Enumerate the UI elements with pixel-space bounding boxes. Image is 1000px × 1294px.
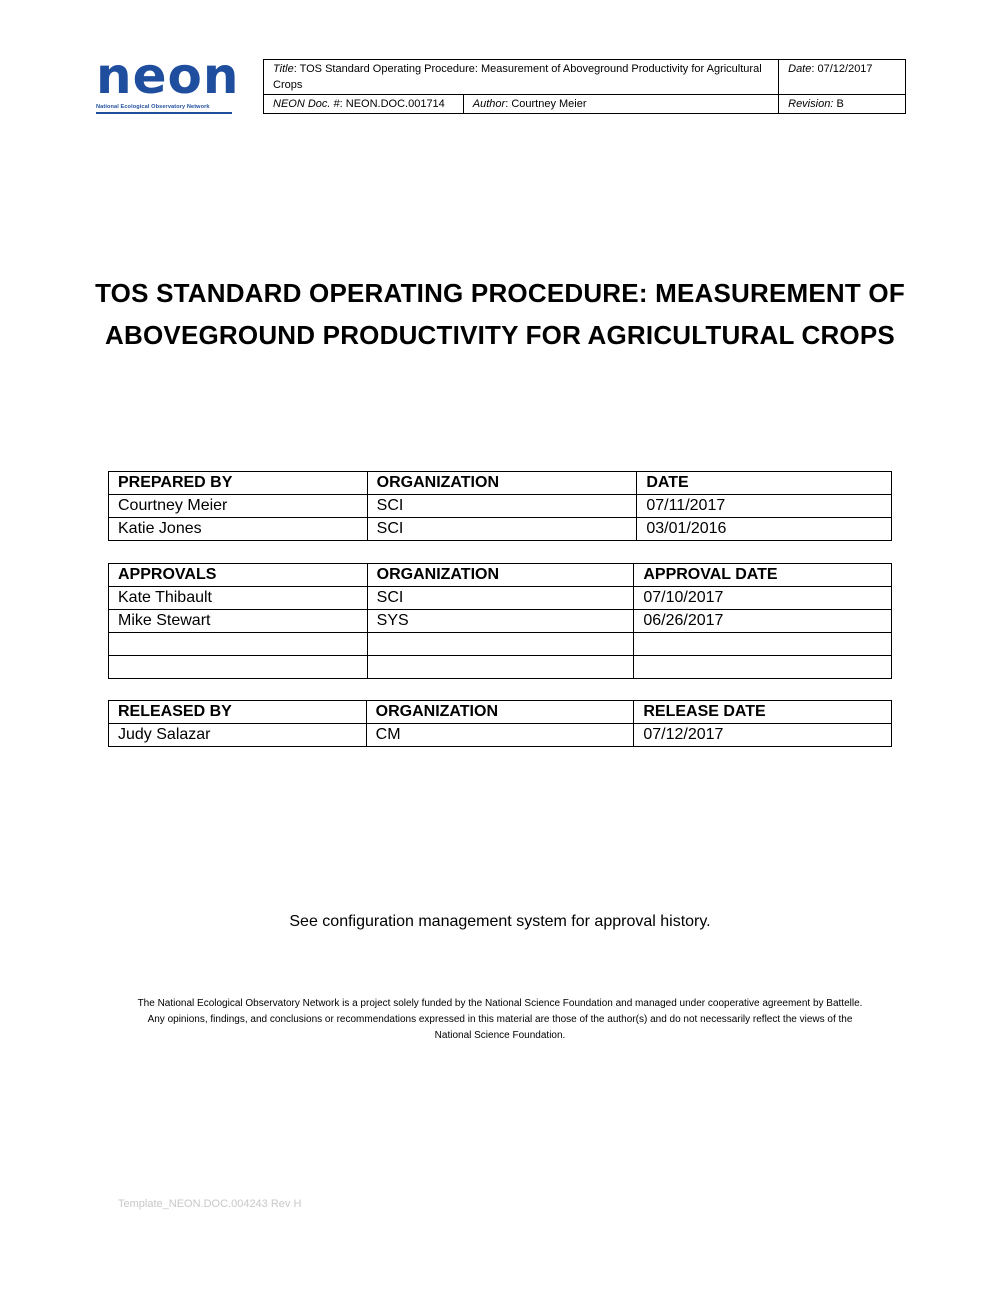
released-organization-header: ORGANIZATION (366, 701, 634, 724)
preparer-name: Courtney Meier (109, 495, 368, 518)
approval-date: 06/26/2017 (634, 610, 892, 633)
approver-name (109, 633, 368, 656)
funding-disclaimer (115, 996, 885, 1044)
approvals-table (108, 563, 892, 679)
releaser-organization: CM (366, 724, 634, 747)
approvals-organization-header: ORGANIZATION (367, 564, 634, 587)
table-row (109, 633, 892, 656)
document-header-table (263, 59, 906, 114)
preparer-name: Katie Jones (109, 518, 368, 541)
disclaimer-line: The National Ecological Observatory Network is a project solely funded by the National Science Foundation and managed under cooperative agreement by Battelle. (137, 998, 863, 1009)
prepared-organization-header: ORGANIZATION (367, 472, 637, 495)
prepared-date-header: DATE (637, 472, 892, 495)
prepared-by-table (108, 471, 892, 541)
header-date-cell: Date: 07/12/2017 (779, 60, 906, 95)
table-row (109, 587, 892, 610)
header-revision-cell: Revision: B (779, 95, 906, 114)
template-footer: Template_NEON.DOC.004243 Rev H (118, 1198, 302, 1210)
table-row (109, 518, 892, 541)
document-title-line-2: ABOVEGROUND PRODUCTIVITY FOR AGRICULTURAL CROPS (105, 320, 895, 350)
prepared-by-header: PREPARED BY (109, 472, 368, 495)
neon-logo (96, 47, 240, 115)
document-title (60, 272, 940, 356)
preparer-date: 07/11/2017 (637, 495, 892, 518)
preparer-organization: SCI (367, 495, 637, 518)
releaser-name: Judy Salazar (109, 724, 367, 747)
disclaimer-line: National Science Foundation. (434, 1030, 566, 1041)
approval-date-header: APPROVAL DATE (634, 564, 892, 587)
approver-name (109, 656, 368, 679)
approver-organization: SCI (367, 587, 634, 610)
approval-date (634, 656, 892, 679)
approver-organization: SYS (367, 610, 634, 633)
release-date-header: RELEASE DATE (634, 701, 892, 724)
table-row (109, 610, 892, 633)
approvals-header: APPROVALS (109, 564, 368, 587)
preparer-date: 03/01/2016 (637, 518, 892, 541)
logo-subtitle: National Ecological Observatory Network (96, 104, 210, 110)
table-row (109, 495, 892, 518)
approval-history-note: See configuration management system for approval history. (289, 913, 711, 930)
released-by-header: RELEASED BY (109, 701, 367, 724)
release-date: 07/12/2017 (634, 724, 892, 747)
approver-organization (367, 656, 634, 679)
document-title-line-1: TOS STANDARD OPERATING PROCEDURE: MEASUREMENT OF (95, 278, 905, 308)
disclaimer-line: Any opinions, findings, and conclusions or recommendations expressed in this material are those of the author(s) and do not necessarily reflect the views of the (147, 1014, 853, 1025)
released-by-table (108, 700, 892, 747)
table-row (109, 656, 892, 679)
logo-wordmark: neon (96, 47, 240, 105)
header-title-cell: Title: TOS Standard Operating Procedure: Measurement of Aboveground Productivity for Agricultural Crops (264, 60, 779, 95)
logo-underline (96, 112, 232, 114)
approver-organization (367, 633, 634, 656)
approver-name: Mike Stewart (109, 610, 368, 633)
approval-date (634, 633, 892, 656)
header-author-cell: Author: Courtney Meier (463, 95, 778, 114)
preparer-organization: SCI (367, 518, 637, 541)
table-row (109, 724, 892, 747)
header-doc-number-cell: NEON Doc. #: NEON.DOC.001714 (264, 95, 464, 114)
approver-name: Kate Thibault (109, 587, 368, 610)
approval-date: 07/10/2017 (634, 587, 892, 610)
